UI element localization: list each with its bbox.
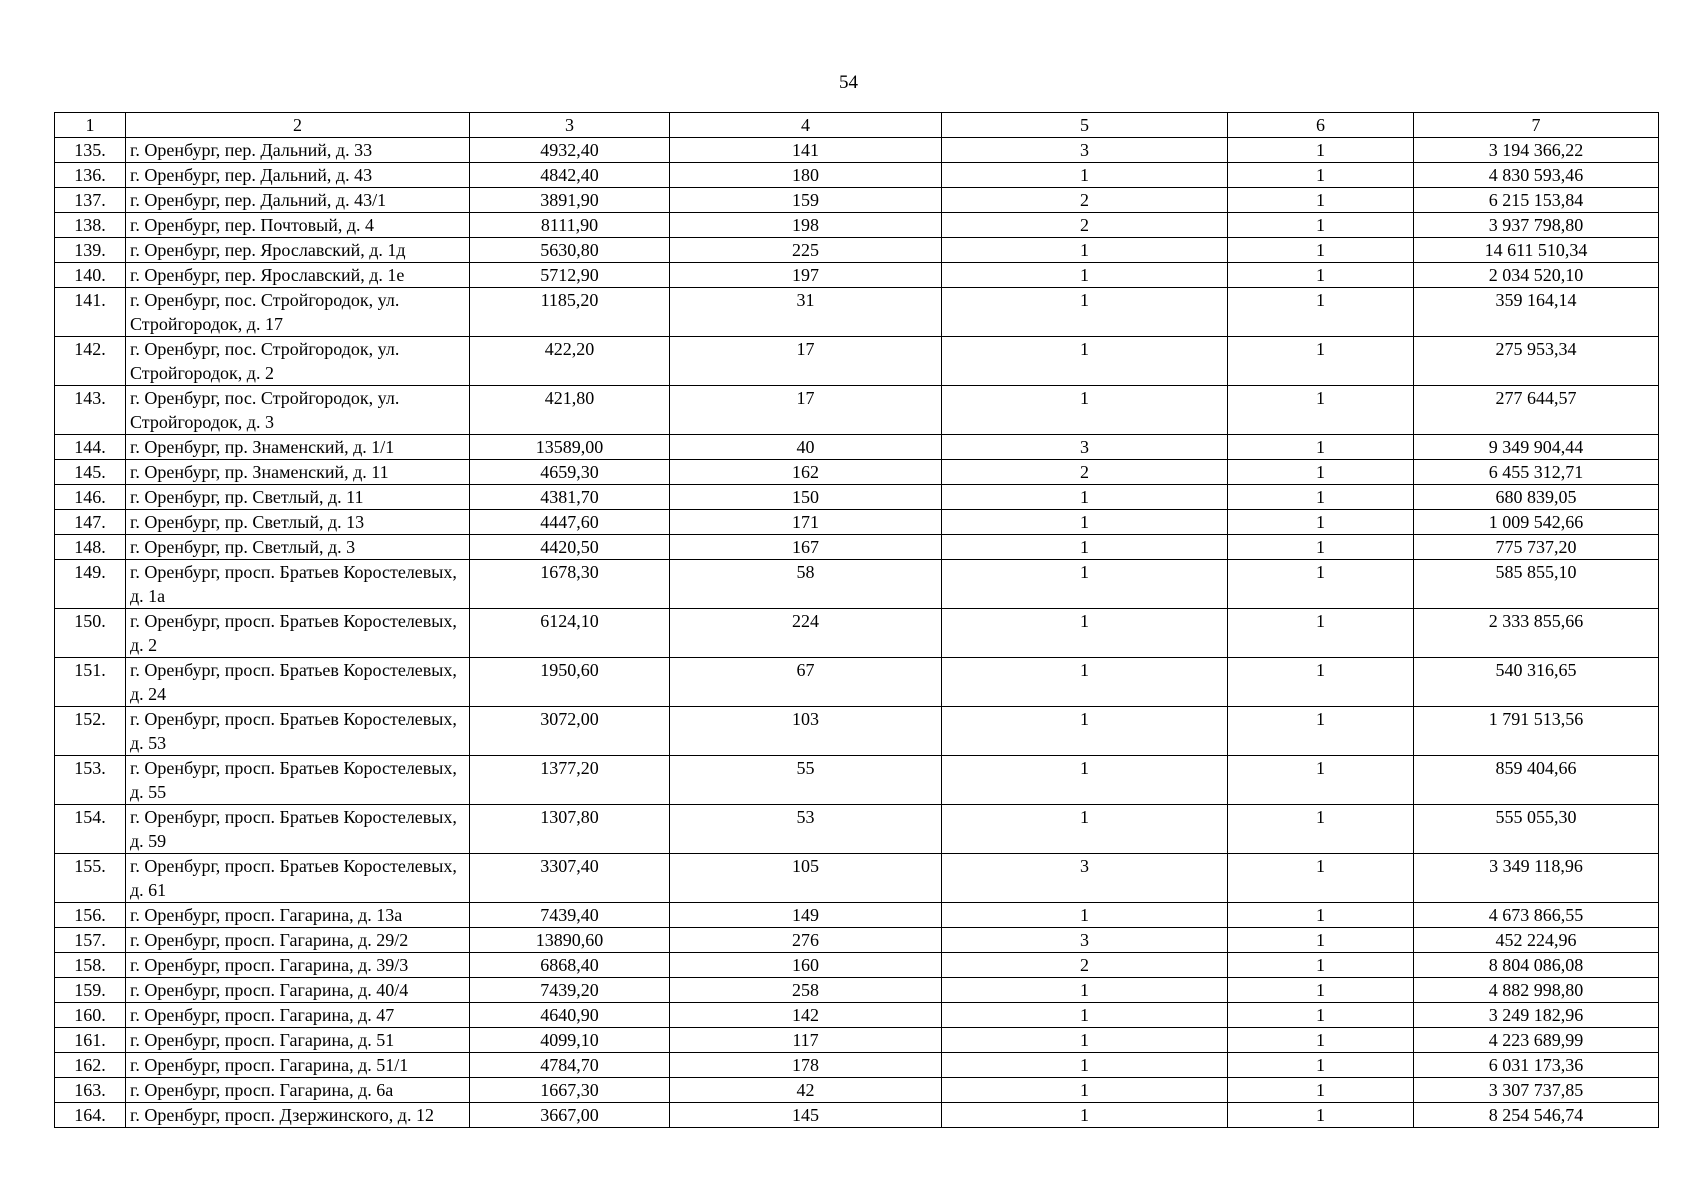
page-number: 54 xyxy=(839,72,858,93)
col4-cell: 150 xyxy=(670,485,942,510)
address-cell: г. Оренбург, просп. Гагарина, д. 40/4 xyxy=(126,978,470,1003)
row-number-cell: 143. xyxy=(55,386,126,435)
col6-cell: 1 xyxy=(1228,1078,1414,1103)
column-header: 7 xyxy=(1414,113,1659,138)
col6-cell: 1 xyxy=(1228,213,1414,238)
col6-cell: 1 xyxy=(1228,953,1414,978)
col4-cell: 103 xyxy=(670,707,942,756)
col4-cell: 31 xyxy=(670,288,942,337)
col6-cell: 1 xyxy=(1228,1028,1414,1053)
table-row xyxy=(55,928,1659,953)
row-number-cell: 160. xyxy=(55,1003,126,1028)
col5-cell: 3 xyxy=(942,435,1228,460)
col4-cell: 224 xyxy=(670,609,942,658)
address-cell: г. Оренбург, просп. Братьев Коростелевых, д. 24 xyxy=(126,658,470,707)
amount-cell: 4 830 593,46 xyxy=(1414,163,1659,188)
table-row xyxy=(55,263,1659,288)
address-cell: г. Оренбург, пер. Почтовый, д. 4 xyxy=(126,213,470,238)
col4-cell: 160 xyxy=(670,953,942,978)
row-number-cell: 140. xyxy=(55,263,126,288)
address-cell: г. Оренбург, просп. Гагарина, д. 29/2 xyxy=(126,928,470,953)
table-row xyxy=(55,535,1659,560)
row-number-cell: 159. xyxy=(55,978,126,1003)
col6-cell: 1 xyxy=(1228,485,1414,510)
table-row xyxy=(55,386,1659,435)
col5-cell: 1 xyxy=(942,263,1228,288)
col5-cell: 1 xyxy=(942,805,1228,854)
col5-cell: 1 xyxy=(942,535,1228,560)
col4-cell: 162 xyxy=(670,460,942,485)
area-cell: 1185,20 xyxy=(470,288,670,337)
area-cell: 1377,20 xyxy=(470,756,670,805)
col4-cell: 178 xyxy=(670,1053,942,1078)
address-cell: г. Оренбург, пр. Светлый, д. 11 xyxy=(126,485,470,510)
col6-cell: 1 xyxy=(1228,1053,1414,1078)
amount-cell: 775 737,20 xyxy=(1414,535,1659,560)
row-number-cell: 154. xyxy=(55,805,126,854)
col4-cell: 17 xyxy=(670,386,942,435)
column-header: 3 xyxy=(470,113,670,138)
col4-cell: 142 xyxy=(670,1003,942,1028)
amount-cell: 3 249 182,96 xyxy=(1414,1003,1659,1028)
area-cell: 4447,60 xyxy=(470,510,670,535)
area-cell: 1307,80 xyxy=(470,805,670,854)
col4-cell: 198 xyxy=(670,213,942,238)
area-cell: 7439,20 xyxy=(470,978,670,1003)
column-header: 4 xyxy=(670,113,942,138)
col5-cell: 1 xyxy=(942,609,1228,658)
col6-cell: 1 xyxy=(1228,1103,1414,1128)
table-row xyxy=(55,1078,1659,1103)
amount-cell: 4 673 866,55 xyxy=(1414,903,1659,928)
col5-cell: 1 xyxy=(942,903,1228,928)
table-row xyxy=(55,756,1659,805)
area-cell: 4381,70 xyxy=(470,485,670,510)
address-cell: г. Оренбург, просп. Братьев Коростелевых, д. 53 xyxy=(126,707,470,756)
table-row xyxy=(55,1003,1659,1028)
col6-cell: 1 xyxy=(1228,163,1414,188)
table-row xyxy=(55,903,1659,928)
col4-cell: 171 xyxy=(670,510,942,535)
row-number-cell: 157. xyxy=(55,928,126,953)
amount-cell: 2 034 520,10 xyxy=(1414,263,1659,288)
address-cell: г. Оренбург, пос. Стройгородок, ул. Стройгородок, д. 3 xyxy=(126,386,470,435)
row-number-cell: 136. xyxy=(55,163,126,188)
address-cell: г. Оренбург, просп. Гагарина, д. 39/3 xyxy=(126,953,470,978)
col6-cell: 1 xyxy=(1228,658,1414,707)
row-number-cell: 141. xyxy=(55,288,126,337)
address-cell: г. Оренбург, просп. Гагарина, д. 13а xyxy=(126,903,470,928)
col4-cell: 42 xyxy=(670,1078,942,1103)
address-cell: г. Оренбург, просп. Братьев Коростелевых, д. 61 xyxy=(126,854,470,903)
area-cell: 5630,80 xyxy=(470,238,670,263)
area-cell: 3667,00 xyxy=(470,1103,670,1128)
amount-cell: 4 223 689,99 xyxy=(1414,1028,1659,1053)
col4-cell: 145 xyxy=(670,1103,942,1128)
table-row xyxy=(55,1028,1659,1053)
col5-cell: 1 xyxy=(942,560,1228,609)
table-body xyxy=(55,113,1659,1128)
col4-cell: 17 xyxy=(670,337,942,386)
table-row xyxy=(55,188,1659,213)
area-cell: 4842,40 xyxy=(470,163,670,188)
amount-cell: 2 333 855,66 xyxy=(1414,609,1659,658)
address-cell: г. Оренбург, просп. Гагарина, д. 51 xyxy=(126,1028,470,1053)
col5-cell: 3 xyxy=(942,138,1228,163)
col6-cell: 1 xyxy=(1228,238,1414,263)
column-header: 1 xyxy=(55,113,126,138)
col4-cell: 225 xyxy=(670,238,942,263)
col5-cell: 1 xyxy=(942,510,1228,535)
col6-cell: 1 xyxy=(1228,386,1414,435)
table-row xyxy=(55,213,1659,238)
row-number-cell: 144. xyxy=(55,435,126,460)
address-cell: г. Оренбург, просп. Гагарина, д. 47 xyxy=(126,1003,470,1028)
col4-cell: 53 xyxy=(670,805,942,854)
col4-cell: 258 xyxy=(670,978,942,1003)
amount-cell: 1 009 542,66 xyxy=(1414,510,1659,535)
row-number-cell: 137. xyxy=(55,188,126,213)
col6-cell: 1 xyxy=(1228,805,1414,854)
table-row xyxy=(55,953,1659,978)
address-cell: г. Оренбург, пр. Светлый, д. 13 xyxy=(126,510,470,535)
address-cell: г. Оренбург, просп. Братьев Коростелевых, д. 1а xyxy=(126,560,470,609)
amount-cell: 8 804 086,08 xyxy=(1414,953,1659,978)
amount-cell: 555 055,30 xyxy=(1414,805,1659,854)
amount-cell: 275 953,34 xyxy=(1414,337,1659,386)
table-row xyxy=(55,609,1659,658)
col5-cell: 1 xyxy=(942,485,1228,510)
column-header: 6 xyxy=(1228,113,1414,138)
amount-cell: 3 937 798,80 xyxy=(1414,213,1659,238)
area-cell: 3307,40 xyxy=(470,854,670,903)
col5-cell: 2 xyxy=(942,953,1228,978)
table-row xyxy=(55,435,1659,460)
area-cell: 4659,30 xyxy=(470,460,670,485)
col5-cell: 3 xyxy=(942,928,1228,953)
area-cell: 4099,10 xyxy=(470,1028,670,1053)
table-row xyxy=(55,560,1659,609)
col6-cell: 1 xyxy=(1228,288,1414,337)
col6-cell: 1 xyxy=(1228,535,1414,560)
row-number-cell: 148. xyxy=(55,535,126,560)
col4-cell: 180 xyxy=(670,163,942,188)
col5-cell: 1 xyxy=(942,1028,1228,1053)
col6-cell: 1 xyxy=(1228,1003,1414,1028)
amount-cell: 4 882 998,80 xyxy=(1414,978,1659,1003)
table-row xyxy=(55,978,1659,1003)
area-cell: 13589,00 xyxy=(470,435,670,460)
row-number-cell: 152. xyxy=(55,707,126,756)
table-row xyxy=(55,707,1659,756)
table-row xyxy=(55,1103,1659,1128)
row-number-cell: 153. xyxy=(55,756,126,805)
amount-cell: 6 215 153,84 xyxy=(1414,188,1659,213)
table-row xyxy=(55,1053,1659,1078)
area-cell: 3891,90 xyxy=(470,188,670,213)
col5-cell: 1 xyxy=(942,658,1228,707)
area-cell: 3072,00 xyxy=(470,707,670,756)
col4-cell: 117 xyxy=(670,1028,942,1053)
address-cell: г. Оренбург, просп. Гагарина, д. 6а xyxy=(126,1078,470,1103)
address-cell: г. Оренбург, пр. Знаменский, д. 1/1 xyxy=(126,435,470,460)
area-cell: 4932,40 xyxy=(470,138,670,163)
col6-cell: 1 xyxy=(1228,609,1414,658)
col4-cell: 149 xyxy=(670,903,942,928)
col5-cell: 2 xyxy=(942,213,1228,238)
col4-cell: 55 xyxy=(670,756,942,805)
address-cell: г. Оренбург, пер. Дальний, д. 33 xyxy=(126,138,470,163)
table-row xyxy=(55,805,1659,854)
row-number-cell: 138. xyxy=(55,213,126,238)
area-cell: 4784,70 xyxy=(470,1053,670,1078)
area-cell: 1667,30 xyxy=(470,1078,670,1103)
row-number-cell: 161. xyxy=(55,1028,126,1053)
col4-cell: 197 xyxy=(670,263,942,288)
col6-cell: 1 xyxy=(1228,138,1414,163)
area-cell: 4640,90 xyxy=(470,1003,670,1028)
amount-cell: 585 855,10 xyxy=(1414,560,1659,609)
col5-cell: 1 xyxy=(942,707,1228,756)
area-cell: 7439,40 xyxy=(470,903,670,928)
col4-cell: 167 xyxy=(670,535,942,560)
amount-cell: 8 254 546,74 xyxy=(1414,1103,1659,1128)
col5-cell: 1 xyxy=(942,978,1228,1003)
col5-cell: 1 xyxy=(942,1103,1228,1128)
table-row xyxy=(55,658,1659,707)
row-number-cell: 158. xyxy=(55,953,126,978)
amount-cell: 277 644,57 xyxy=(1414,386,1659,435)
col6-cell: 1 xyxy=(1228,435,1414,460)
area-cell: 4420,50 xyxy=(470,535,670,560)
col6-cell: 1 xyxy=(1228,560,1414,609)
table-row xyxy=(55,337,1659,386)
amount-cell: 3 349 118,96 xyxy=(1414,854,1659,903)
col6-cell: 1 xyxy=(1228,903,1414,928)
col6-cell: 1 xyxy=(1228,707,1414,756)
table-row xyxy=(55,510,1659,535)
address-cell: г. Оренбург, пр. Светлый, д. 3 xyxy=(126,535,470,560)
col4-cell: 276 xyxy=(670,928,942,953)
col4-cell: 141 xyxy=(670,138,942,163)
amount-cell: 452 224,96 xyxy=(1414,928,1659,953)
col4-cell: 40 xyxy=(670,435,942,460)
area-cell: 6868,40 xyxy=(470,953,670,978)
amount-cell: 14 611 510,34 xyxy=(1414,238,1659,263)
address-cell: г. Оренбург, просп. Гагарина, д. 51/1 xyxy=(126,1053,470,1078)
col5-cell: 1 xyxy=(942,163,1228,188)
area-cell: 1678,30 xyxy=(470,560,670,609)
col4-cell: 159 xyxy=(670,188,942,213)
address-cell: г. Оренбург, просп. Братьев Коростелевых, д. 55 xyxy=(126,756,470,805)
address-cell: г. Оренбург, пр. Знаменский, д. 11 xyxy=(126,460,470,485)
table-row xyxy=(55,238,1659,263)
amount-cell: 680 839,05 xyxy=(1414,485,1659,510)
col4-cell: 58 xyxy=(670,560,942,609)
amount-cell: 540 316,65 xyxy=(1414,658,1659,707)
row-number-cell: 142. xyxy=(55,337,126,386)
amount-cell: 3 307 737,85 xyxy=(1414,1078,1659,1103)
col5-cell: 1 xyxy=(942,756,1228,805)
area-cell: 6124,10 xyxy=(470,609,670,658)
col5-cell: 1 xyxy=(942,288,1228,337)
row-number-cell: 145. xyxy=(55,460,126,485)
table-row xyxy=(55,288,1659,337)
address-cell: г. Оренбург, пос. Стройгородок, ул. Стройгородок, д. 17 xyxy=(126,288,470,337)
area-cell: 421,80 xyxy=(470,386,670,435)
amount-cell: 6 031 173,36 xyxy=(1414,1053,1659,1078)
row-number-cell: 163. xyxy=(55,1078,126,1103)
area-cell: 1950,60 xyxy=(470,658,670,707)
area-cell: 8111,90 xyxy=(470,213,670,238)
col5-cell: 1 xyxy=(942,386,1228,435)
row-number-cell: 151. xyxy=(55,658,126,707)
address-cell: г. Оренбург, пер. Ярославский, д. 1д xyxy=(126,238,470,263)
row-number-cell: 149. xyxy=(55,560,126,609)
table-row xyxy=(55,854,1659,903)
row-number-cell: 146. xyxy=(55,485,126,510)
row-number-cell: 164. xyxy=(55,1103,126,1128)
col5-cell: 1 xyxy=(942,238,1228,263)
col6-cell: 1 xyxy=(1228,854,1414,903)
amount-cell: 3 194 366,22 xyxy=(1414,138,1659,163)
row-number-cell: 155. xyxy=(55,854,126,903)
col5-cell: 3 xyxy=(942,854,1228,903)
area-cell: 5712,90 xyxy=(470,263,670,288)
address-cell: г. Оренбург, просп. Дзержинского, д. 12 xyxy=(126,1103,470,1128)
address-cell: г. Оренбург, пер. Ярославский, д. 1е xyxy=(126,263,470,288)
amount-cell: 359 164,14 xyxy=(1414,288,1659,337)
table-header-row xyxy=(55,113,1659,138)
col6-cell: 1 xyxy=(1228,460,1414,485)
table-row xyxy=(55,460,1659,485)
col6-cell: 1 xyxy=(1228,928,1414,953)
address-cell: г. Оренбург, пер. Дальний, д. 43 xyxy=(126,163,470,188)
address-cell: г. Оренбург, пер. Дальний, д. 43/1 xyxy=(126,188,470,213)
column-header: 5 xyxy=(942,113,1228,138)
col4-cell: 105 xyxy=(670,854,942,903)
row-number-cell: 147. xyxy=(55,510,126,535)
col5-cell: 1 xyxy=(942,1078,1228,1103)
amount-cell: 9 349 904,44 xyxy=(1414,435,1659,460)
housing-table xyxy=(54,112,1659,1128)
col6-cell: 1 xyxy=(1228,756,1414,805)
row-number-cell: 156. xyxy=(55,903,126,928)
row-number-cell: 150. xyxy=(55,609,126,658)
col5-cell: 1 xyxy=(942,1003,1228,1028)
col4-cell: 67 xyxy=(670,658,942,707)
area-cell: 13890,60 xyxy=(470,928,670,953)
address-cell: г. Оренбург, просп. Братьев Коростелевых, д. 59 xyxy=(126,805,470,854)
col6-cell: 1 xyxy=(1228,510,1414,535)
col5-cell: 1 xyxy=(942,337,1228,386)
column-header: 2 xyxy=(126,113,470,138)
row-number-cell: 162. xyxy=(55,1053,126,1078)
area-cell: 422,20 xyxy=(470,337,670,386)
address-cell: г. Оренбург, пос. Стройгородок, ул. Стройгородок, д. 2 xyxy=(126,337,470,386)
col6-cell: 1 xyxy=(1228,263,1414,288)
table-row xyxy=(55,163,1659,188)
col5-cell: 2 xyxy=(942,188,1228,213)
col6-cell: 1 xyxy=(1228,188,1414,213)
row-number-cell: 135. xyxy=(55,138,126,163)
amount-cell: 6 455 312,71 xyxy=(1414,460,1659,485)
table-row xyxy=(55,485,1659,510)
amount-cell: 1 791 513,56 xyxy=(1414,707,1659,756)
col6-cell: 1 xyxy=(1228,337,1414,386)
col5-cell: 1 xyxy=(942,1053,1228,1078)
address-cell: г. Оренбург, просп. Братьев Коростелевых, д. 2 xyxy=(126,609,470,658)
table-row xyxy=(55,138,1659,163)
col6-cell: 1 xyxy=(1228,978,1414,1003)
row-number-cell: 139. xyxy=(55,238,126,263)
amount-cell: 859 404,66 xyxy=(1414,756,1659,805)
col5-cell: 2 xyxy=(942,460,1228,485)
